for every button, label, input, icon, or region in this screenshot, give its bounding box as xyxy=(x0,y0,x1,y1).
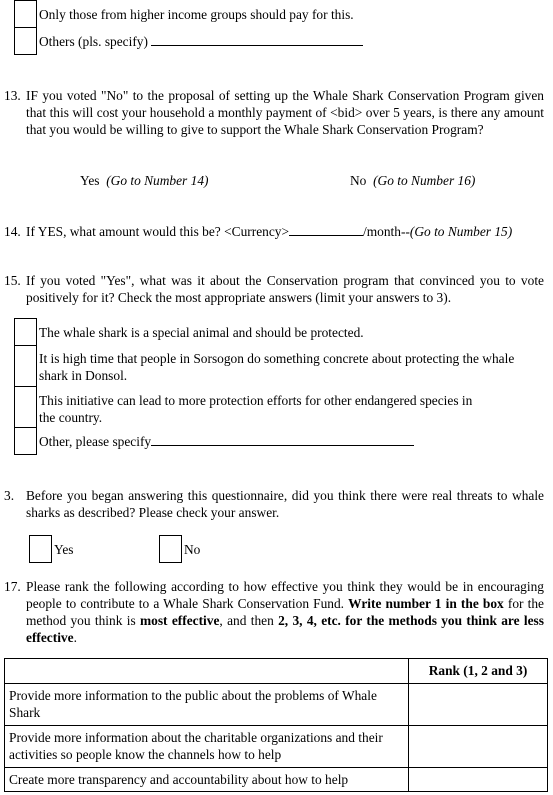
question-14-suffix: /month-- xyxy=(363,224,410,239)
q13-yes-goto: (Go to Number 14) xyxy=(106,173,209,188)
question-17-number: 17. xyxy=(4,579,21,594)
checkbox-others[interactable] xyxy=(14,27,37,55)
rank-input-cell[interactable] xyxy=(409,726,548,768)
question-14-text: If YES, what amount would this be? <Currency> xyxy=(26,224,290,239)
option-higher-income: Only those from higher income groups should pay for this. xyxy=(39,7,354,22)
checkbox-no[interactable] xyxy=(159,535,182,563)
table-row xyxy=(5,768,548,792)
question-15-number: 15. xyxy=(4,273,21,288)
question-14-goto: (Go to Number 15) xyxy=(409,224,513,239)
question-15-text: If you voted "Yes", what was it about the Conservation program that convinced you to vote positively for it? Check the most appropriate answers (limit your answers to 3). xyxy=(26,273,544,306)
checkbox-yes[interactable] xyxy=(29,535,52,563)
question-16-text: Before you began answering this questionnaire, did you think there were real threats to whale sharks as described? Please check your answer. xyxy=(26,488,544,521)
question-16-number: 3. xyxy=(4,488,15,503)
q16-yes-label: Yes xyxy=(54,542,74,557)
question-17-text-4: . xyxy=(73,630,77,646)
question-17-bold-3: 2, 3, 4, etc. for the methods you think are less effective xyxy=(26,613,544,646)
option-others-label: Others (pls. specify) xyxy=(39,34,148,49)
rank-input-cell[interactable] xyxy=(409,684,548,726)
question-14-number: 14. xyxy=(4,224,21,239)
q13-no-goto: (Go to Number 16) xyxy=(373,173,476,188)
question-17-text-3: , and then xyxy=(219,613,274,629)
rank-table-header: Rank (1, 2 and 3) xyxy=(409,659,548,684)
question-17-text-2: for the method you think is xyxy=(26,596,544,629)
question-14 xyxy=(4,223,544,240)
option-endangered: This initiative can lead to more protection efforts for other endangered species in the country. xyxy=(39,393,473,426)
option-other-specify xyxy=(39,433,414,450)
rank-table xyxy=(4,658,548,792)
question-16 xyxy=(4,487,544,521)
checkbox-sorsogon[interactable] xyxy=(14,345,37,387)
q16-no-label: No xyxy=(184,542,201,557)
question-17 xyxy=(4,578,544,647)
question-13 xyxy=(4,87,544,138)
checkbox-higher-income[interactable] xyxy=(14,0,37,28)
q13-yes-option[interactable] xyxy=(80,172,208,189)
rank-row-label: Create more transparency and accountability about how to help xyxy=(5,768,409,792)
checkbox-endangered[interactable] xyxy=(14,386,37,428)
question-13-text: IF you voted "No" to the proposal of setting up the Whale Shark Conservation Program given that this will cost your household a monthly payment of <bid> over 5 years, is there any amount that you would be willing to give to support the Whale Shark Conservation Program? xyxy=(26,88,544,138)
option-others xyxy=(39,33,363,50)
rank-row-label: Provide more information about the charitable organizations and their activities so people know the channels how to help xyxy=(5,726,409,768)
question-17-bold-1: Write number 1 in the box xyxy=(348,596,504,612)
question-17-bold-2: most effective xyxy=(140,613,220,629)
rank-row-label: Provide more information to the public about the problems of Whale Shark xyxy=(5,684,409,726)
question-17-text-1: Please rank the following according to how effective you think they would be in encouraging people to contribute to a Whale Shark Conservation Fund. xyxy=(26,579,544,612)
rank-input-cell[interactable] xyxy=(409,768,548,792)
option-sorsogon: It is high time that people in Sorsogon do something concrete about protecting the whale shark in Donsol. xyxy=(39,351,515,384)
table-row xyxy=(5,726,548,768)
q13-no-option[interactable] xyxy=(350,172,475,189)
option-special-animal: The whale shark is a special animal and should be protected. xyxy=(39,325,364,340)
amount-input-line[interactable] xyxy=(289,235,363,236)
checkbox-other-specify[interactable] xyxy=(14,427,37,455)
q13-yes-label: Yes xyxy=(80,173,100,188)
question-13-number: 13. xyxy=(4,88,21,103)
checkbox-special-animal[interactable] xyxy=(14,318,37,346)
option-other-label: Other, please specify xyxy=(39,434,152,449)
rank-table-header-blank xyxy=(5,659,409,684)
others-specify-line[interactable] xyxy=(151,45,363,46)
table-row xyxy=(5,684,548,726)
question-15 xyxy=(4,272,544,306)
q13-no-label: No xyxy=(350,173,367,188)
other-specify-line[interactable] xyxy=(151,445,414,446)
rank-table-header-row xyxy=(5,659,548,684)
